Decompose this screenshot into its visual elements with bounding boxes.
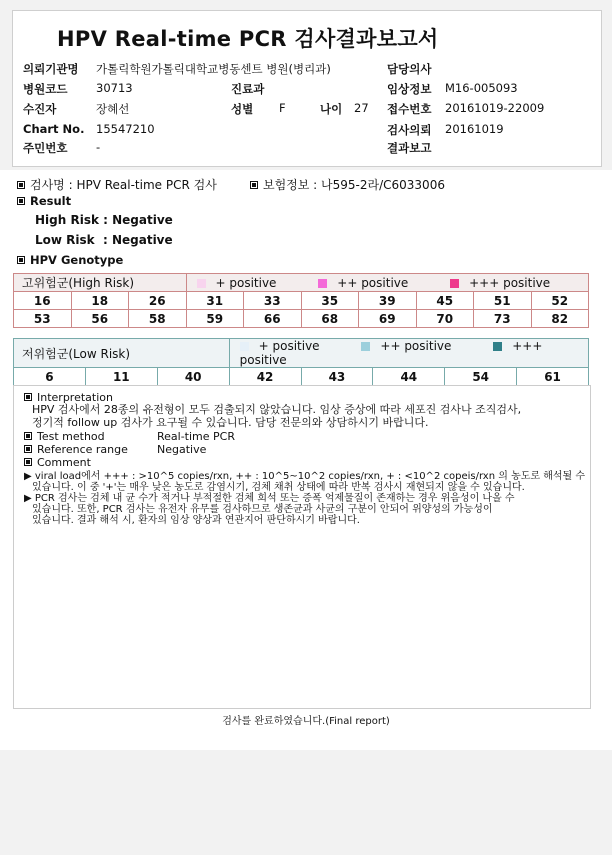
low-risk-row-1 bbox=[14, 368, 589, 386]
genotype-cell: 70 bbox=[416, 310, 474, 328]
genotype-cell: 59 bbox=[186, 310, 244, 328]
clinical-info-value: M16-005093 bbox=[445, 81, 518, 95]
comment-line-1: ▶ viral load에서 +++ : >10^5 copies/rxn, ++ : 10^5~10^2 copies/rxn, + : <10^2 copeis/rxn 의 농도로 해석될 수 bbox=[24, 471, 586, 482]
genotype-cell: 43 bbox=[301, 368, 373, 386]
sex-label: 성별 bbox=[231, 102, 254, 116]
request-date-value: 20161019 bbox=[445, 122, 504, 136]
comment-line-3: ▶ PCR 검사는 검체 내 균 수가 적거나 부적절한 검체 희석 또는 증폭 억제물질이 존재하는 경우 위음성이 나올 수 bbox=[24, 493, 515, 504]
sex-value: F bbox=[279, 101, 286, 115]
receipt-no-value: 20161019-22009 bbox=[445, 101, 545, 115]
genotype-cell: 82 bbox=[531, 310, 589, 328]
requesting-org-label: 의뢰기관명 bbox=[23, 62, 79, 76]
genotype-cell: 40 bbox=[157, 368, 229, 386]
genotype-cell: 66 bbox=[244, 310, 302, 328]
age-value: 27 bbox=[354, 101, 369, 115]
report-header bbox=[12, 10, 602, 167]
resident-no-label: 주민번호 bbox=[23, 141, 68, 155]
request-date-label: 검사의뢰 bbox=[387, 123, 432, 137]
genotype-cell: 54 bbox=[445, 368, 517, 386]
patient-value: 장혜선 bbox=[96, 102, 130, 116]
genotype-cell: 11 bbox=[85, 368, 157, 386]
genotype-cell: 31 bbox=[186, 292, 244, 310]
patient-label: 수진자 bbox=[23, 102, 57, 116]
comment-line-5: 있습니다. 결과 해석 시, 환자의 임상 양상과 연관지어 판단하시기 바랍니다. bbox=[32, 515, 360, 526]
legend-plus2-icon bbox=[361, 342, 370, 351]
legend-plus3-icon bbox=[450, 279, 459, 288]
low-risk-label: 저위험군(Low Risk) bbox=[14, 339, 230, 368]
comment-line-2: 있습니다. 이 중 '+'는 매우 낮은 농도로 감염시기, 검체 채취 상태에 따라 반복 검사시 재현되지 않을 수 있습니다. bbox=[32, 482, 525, 493]
reference-range-label: Reference range bbox=[24, 444, 128, 456]
reference-range-value: Negative bbox=[157, 443, 207, 456]
result-report-label: 결과보고 bbox=[387, 141, 432, 155]
square-bullet-icon bbox=[24, 432, 32, 440]
department-label: 진료과 bbox=[231, 82, 265, 96]
high-risk-row-2 bbox=[14, 310, 589, 328]
genotype-heading: HPV Genotype bbox=[17, 253, 123, 267]
genotype-cell: 45 bbox=[416, 292, 474, 310]
genotype-cell: 56 bbox=[71, 310, 129, 328]
high-risk-table bbox=[13, 273, 589, 328]
insurance-info: 보험정보 : 나595-2라/C6033006 bbox=[250, 176, 445, 193]
interpretation-box bbox=[13, 385, 591, 709]
hospital-code-label: 병원코드 bbox=[23, 82, 68, 96]
genotype-cell: 18 bbox=[71, 292, 129, 310]
chart-no-value: 15547210 bbox=[96, 122, 155, 136]
square-bullet-icon bbox=[24, 458, 32, 466]
square-bullet-icon bbox=[17, 197, 25, 205]
genotype-cell: 53 bbox=[14, 310, 72, 328]
test-method-label: Test method bbox=[24, 431, 105, 443]
genotype-cell: 26 bbox=[129, 292, 187, 310]
legend-plus-label: + positive bbox=[258, 339, 320, 353]
genotype-cell: 42 bbox=[229, 368, 301, 386]
legend-plus2-label: ++ positive bbox=[380, 339, 452, 353]
high-risk-row-1 bbox=[14, 292, 589, 310]
result-heading: Result bbox=[17, 194, 71, 208]
high-risk-result: High Risk : Negative bbox=[35, 213, 173, 227]
hospital-code-value: 30713 bbox=[96, 81, 133, 95]
square-bullet-icon bbox=[24, 445, 32, 453]
legend-plus-label: + positive bbox=[215, 275, 277, 290]
genotype-cell: 35 bbox=[301, 292, 359, 310]
doctor-label: 담당의사 bbox=[387, 62, 432, 76]
legend-plus2-icon bbox=[318, 279, 327, 288]
final-report-note: 검사를 완료하였습니다.(Final report) bbox=[222, 716, 390, 727]
genotype-cell: 51 bbox=[474, 292, 532, 310]
interpretation-heading: Interpretation bbox=[24, 392, 113, 404]
legend-plus3-icon bbox=[493, 342, 502, 351]
genotype-cell: 16 bbox=[14, 292, 72, 310]
test-method-value: Real-time PCR bbox=[157, 430, 235, 443]
resident-no-value: - bbox=[96, 140, 101, 154]
requesting-org-value: 가톨릭학원가톨릭대학교병동센트 병원(병리과) bbox=[96, 62, 331, 76]
low-risk-result: Low Risk : Negative bbox=[35, 233, 173, 247]
square-bullet-icon bbox=[17, 256, 25, 264]
genotype-cell: 61 bbox=[517, 368, 589, 386]
interpretation-line-2: 정기적 follow up 검사가 요구될 수 있습니다. 담당 전문의와 상담하시기 바랍니다. bbox=[32, 416, 429, 429]
genotype-cell: 52 bbox=[531, 292, 589, 310]
genotype-cell: 68 bbox=[301, 310, 359, 328]
legend-plus3-label: +++ positive bbox=[239, 339, 543, 367]
genotype-cell: 44 bbox=[373, 368, 445, 386]
genotype-cell: 58 bbox=[129, 310, 187, 328]
comment-heading: Comment bbox=[24, 457, 91, 469]
genotype-cell: 39 bbox=[359, 292, 417, 310]
receipt-no-label: 접수번호 bbox=[387, 102, 432, 116]
legend-plus3-label: +++ positive bbox=[469, 275, 551, 290]
genotype-cell: 33 bbox=[244, 292, 302, 310]
high-risk-label: 고위험군(High Risk) bbox=[14, 274, 187, 292]
age-label: 나이 bbox=[320, 102, 343, 116]
square-bullet-icon bbox=[17, 181, 25, 189]
genotype-cell: 69 bbox=[359, 310, 417, 328]
legend-plus2-label: ++ positive bbox=[337, 275, 409, 290]
square-bullet-icon bbox=[250, 181, 258, 189]
legend-plus-icon bbox=[240, 342, 249, 351]
report-title: HPV Real-time PCR 검사결과보고서 bbox=[57, 27, 439, 51]
interpretation-line-1: HPV 검사에서 28종의 유전형이 모두 검출되지 않았습니다. 임상 증상에 따라 세포진 검사나 조직검사, bbox=[32, 403, 522, 416]
clinical-info-label: 임상정보 bbox=[387, 82, 432, 96]
square-bullet-icon bbox=[24, 393, 32, 401]
genotype-cell: 73 bbox=[474, 310, 532, 328]
comment-line-4: 있습니다. 또한, PCR 검사는 유전자 유무를 검사하므로 생존균과 사균의 구분이 안되어 위양성의 가능성이 bbox=[32, 504, 493, 515]
genotype-cell: 6 bbox=[14, 368, 86, 386]
legend-plus-icon bbox=[197, 279, 206, 288]
chart-no-label: Chart No. bbox=[23, 122, 85, 136]
low-risk-table bbox=[13, 338, 589, 386]
exam-name: 검사명 : HPV Real-time PCR 검사 bbox=[17, 176, 217, 193]
